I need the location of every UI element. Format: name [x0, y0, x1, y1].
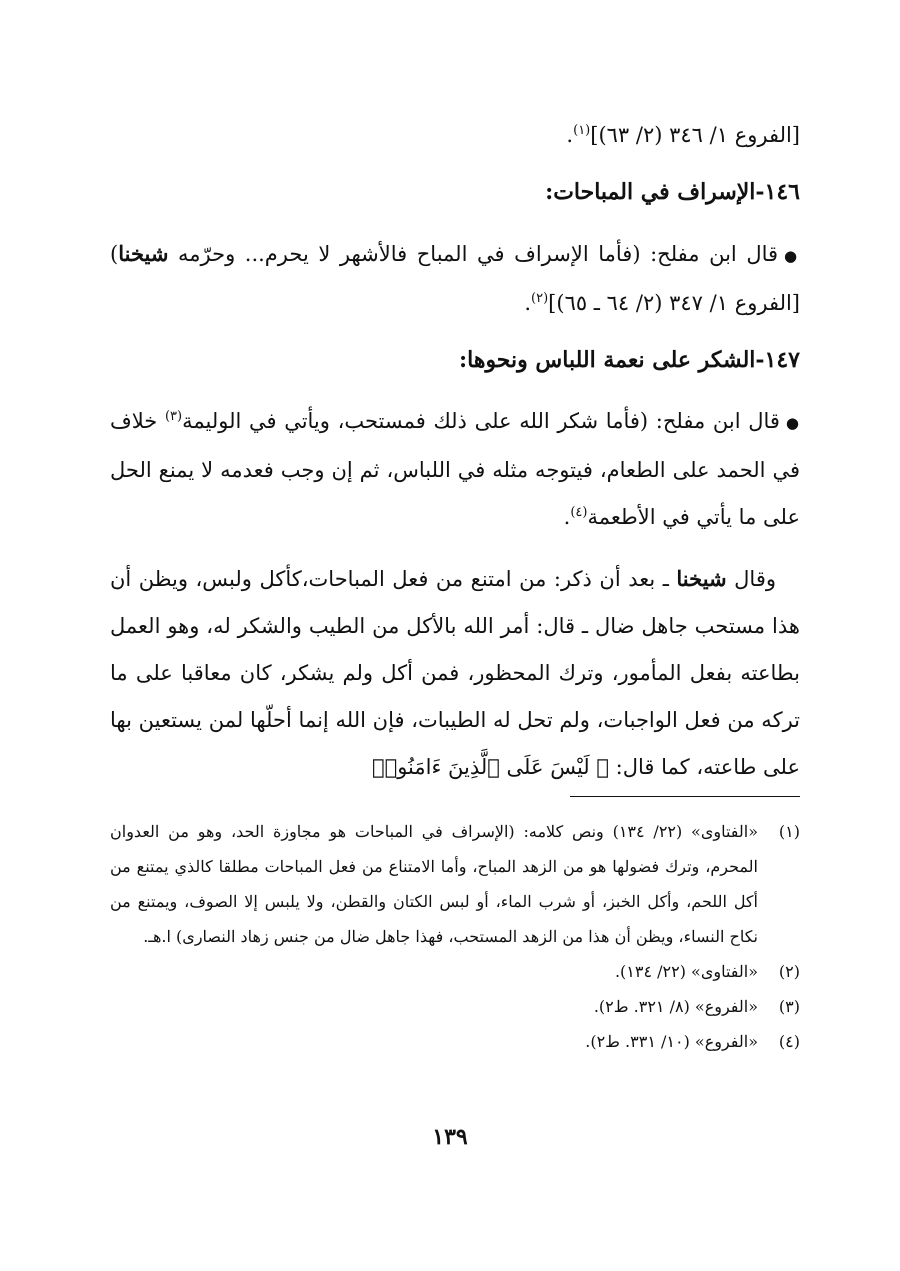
bullet-icon: ●: [785, 414, 800, 432]
footnote-text: «الفروع» (١٠/ ٣٣١. ط٢).: [585, 1032, 758, 1051]
footnote-text: «الفتاوى» (٢٢/ ١٣٤) ونص كلامه: (الإسراف في المباحات هو مجاوزة الحد، وهو من العدوان المحرم، وترك فضولها هو من الزهد المباح، وأما الامتناع من فعل المباحات مطلقا كالذي يمتنع من أكل اللحم، وأكل الخبز، أو شرب الماء، أو لبس الكتان والقطن، ولا يلبس إلا الصوف، ويمتنع من نكاح النساء، ويظن أن هذا من الزهد المستحب، فهذا جاهل ضال من جنس زهاد النصارى) ا.هـ.: [110, 822, 758, 946]
footnote-marker-2: (٢): [531, 291, 549, 306]
footnote-text: «الفتاوى» (٢٢/ ١٣٤).: [614, 962, 758, 981]
paragraph-146-bold: شيخنا: [118, 241, 169, 266]
footnote: [110, 954, 800, 989]
footnote-number: (٣): [778, 997, 800, 1016]
footnotes: [110, 814, 800, 1059]
paragraph-147-text-b: خلاف في الحمد على الطعام، فيتوجه مثله في اللباس، ثم إن وجب فعدمه لا يمنع الحل على ما يأتي في الأطعمة: [110, 409, 800, 529]
quran-quote: ﴿ لَيْسَ عَلَى ٱلَّذِينَ ءَامَنُوا۟: [371, 755, 609, 779]
paragraph-146-text-b: ) [الفروع ١/ ٣٤٧ (٢/ ٦٤ ـ ٦٥)]: [110, 242, 800, 315]
footnote: [110, 1024, 800, 1059]
paragraph-146-text-a: قال ابن مفلح: (فأما الإسراف في المباح فالأشهر لا يحرم... وحرّمه: [168, 242, 779, 266]
heading-147: ١٤٧-الشكر على نعمة اللباس ونحوها:: [459, 347, 800, 373]
paragraph-sheikh-text-b: ـ بعد أن ذكر: من امتنع من فعل المباحات،كأكل ولبس، ويظن أن هذا مستحب جاهل ضال ـ قال: أمر الله بالأكل من الطيب والشكر له، وهو العمل بطاعته بفعل المأمور، وترك المحظور، فمن أكل ولم يشكر، كان معاقبا على ما تركه من فعل الواجبات، ولم تحل له الطيبات، فإن الله إنما أحلّها لمن يستعين بها على طاعته، كما قال:: [110, 567, 800, 779]
footnote: [110, 989, 800, 1024]
bullet-icon: ●: [784, 247, 800, 265]
footnote-marker-3: (٣): [164, 409, 183, 424]
paragraph-sheikh-text-a: وقال: [726, 567, 777, 591]
period: .: [563, 505, 571, 529]
page-number: ١٣٩: [432, 1124, 468, 1150]
reference-text: [الفروع ١/ ٣٤٦ (٢/ ٦٣)]: [590, 123, 800, 147]
footnote-number: (٤): [778, 1032, 800, 1051]
reference-line: [110, 112, 800, 159]
footnote-number: (١): [778, 822, 800, 841]
paragraph-147: [110, 398, 800, 541]
footnote: [110, 814, 800, 954]
period: .: [524, 291, 532, 315]
heading-146: ١٤٦-الإسراف في المباحات:: [545, 179, 800, 205]
footnote-marker-4: (٤): [570, 505, 588, 520]
footnote-number: (٢): [778, 962, 800, 981]
paragraph-sheikh-bold: شيخنا: [676, 566, 727, 591]
main-text: [110, 112, 800, 791]
paragraph-146: [110, 230, 800, 327]
footnote-text: «الفروع» (٨/ ٣٢١. ط٢).: [593, 997, 758, 1016]
paragraph-sheikh: [110, 555, 800, 791]
paragraph-147-text-a: قال ابن مفلح: (فأما شكر الله على ذلك فمستحب، ويأتي في الوليمة: [182, 409, 780, 433]
period: .: [566, 123, 574, 147]
footnote-marker-1: (١): [573, 123, 591, 138]
footnote-divider: [570, 796, 800, 797]
